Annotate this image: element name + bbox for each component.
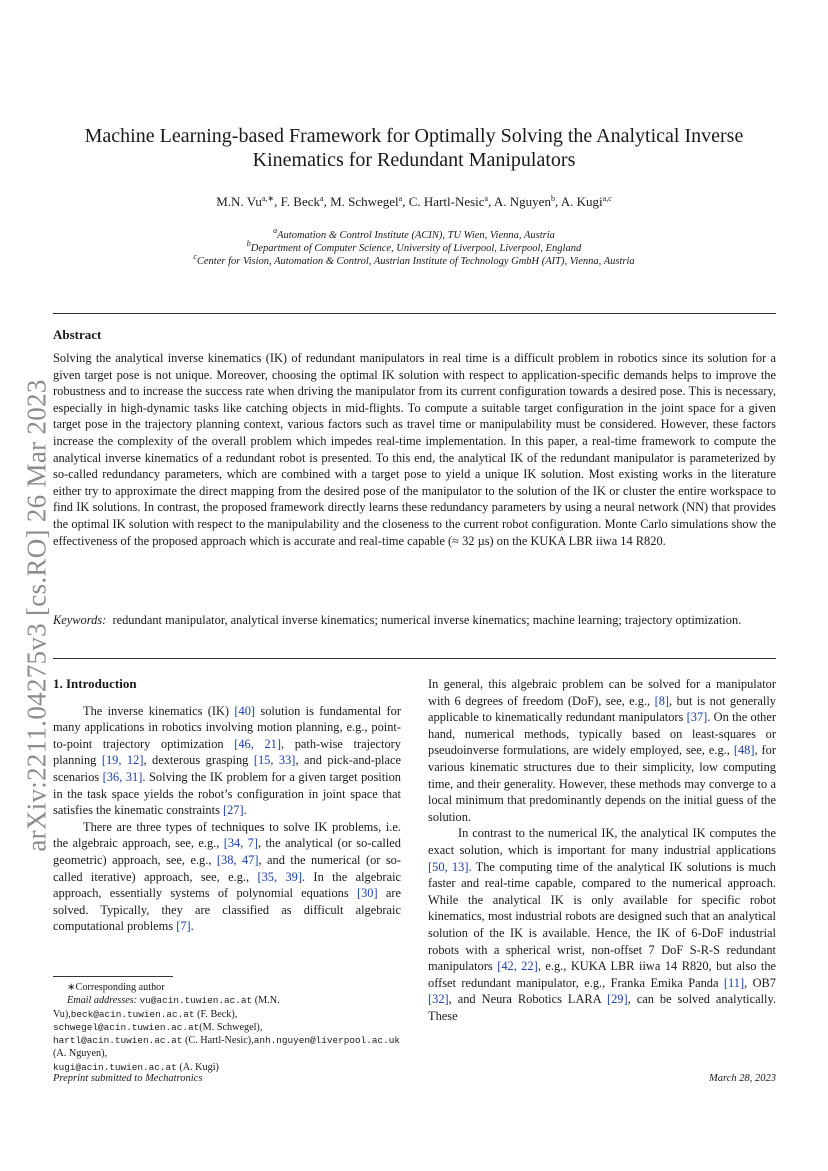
section-heading-introduction: 1. Introduction xyxy=(53,676,137,691)
author-affiliation-mark: a,∗ xyxy=(261,194,275,203)
abstract-heading: Abstract xyxy=(53,327,102,342)
author-name: M. Schwegel xyxy=(330,194,399,209)
keywords-text: redundant manipulator, analytical inverse kinematics; numerical inverse kinematics; machine learning; trajectory optimization. xyxy=(112,613,742,627)
affiliation-mark: a xyxy=(273,226,278,235)
email-link[interactable]: anh.nguyen@liverpool.ac.uk xyxy=(253,1035,400,1047)
arxiv-sidebar-stamp xyxy=(20,355,54,875)
email-link[interactable]: vu@acin.tuwien.ac.at xyxy=(139,995,253,1007)
citation-link[interactable]: [36, 31] xyxy=(102,769,143,784)
intro-paragraph-2: There are three types of techniques to solve IK problems, i.e. the algebraic approach, see, e.g., [34, 7], the analytical (or so-called geometric) approach, see, e.g., [38, 47], and the numerical (or so-called iterative) approach, see, e.g., [35, 39]. In the algebraic approach, essentially systems of polynomial equations [30] are solved. Typically, they are classified as difficult algebraic computational problems [7]. xyxy=(53,819,402,934)
author-list: M.N. $Vu^{a,∗}$, F. Beck$^a$, M. Schwegel$^a$, C. Hartl-Nesic$^a$, A. Nguyen$^b$, A. Kugi$^{a,c}$ xyxy=(216,194,612,209)
citation-link[interactable]: [7] xyxy=(176,919,191,934)
abstract-bottom-rule xyxy=(53,658,776,659)
citation-link[interactable]: [11] xyxy=(723,975,745,990)
title-line-2: Kinematics for Redundant Manipulators xyxy=(252,149,576,171)
citation-link[interactable]: [48] xyxy=(733,743,755,758)
keywords xyxy=(53,612,776,629)
footer-date: March 28, 2023 xyxy=(709,1073,776,1084)
right-column xyxy=(428,676,776,1024)
email-link[interactable]: beck@acin.tuwien.ac.at xyxy=(70,1008,195,1020)
author-name: C. Hartl-Nesic xyxy=(408,194,485,209)
intro-paragraph-1: The inverse kinematics (IK) [40] solution is fundamental for many applications in robotics involving motion planning, e.g., point-to-point trajectory optimization [46, 21], path-wise trajectory planning [19, 12], dexterous grasping [15, 33], and pick-and-place scenarios [36, 31]. Solving the IK problem for a given target position in the task space yields the robot’s configuration in joint space that satisfies the kinematic constraints [27]. xyxy=(53,703,401,818)
email-addresses: Email addresses: vu@acin.tuwien.ac.at (M.N. Vu),beck@acin.tuwien.ac.at (F. Beck), schwegel@acin.tuwien.ac.at(M. Schwegel), hartl@acin.tuwien.ac.at (C. Hartl-Nesic),anh.nguyen@liverpool.ac.uk (A. Nguyen), kugi@acin.tuwien.ac.at (A. Kugi) xyxy=(53,995,400,1073)
citation-link[interactable]: [46, 21] xyxy=(234,736,281,751)
arxiv-id: arXiv:2211.04275v3 [cs.RO] 26 Mar 2023 xyxy=(21,378,52,852)
citation-link[interactable]: [27] xyxy=(222,803,244,818)
citation-link[interactable]: [40] xyxy=(234,703,256,718)
footnote xyxy=(53,981,401,1074)
citation-link[interactable]: [35, 39] xyxy=(257,869,302,884)
top-rule xyxy=(53,313,776,314)
citation-link[interactable]: [42, 22] xyxy=(497,959,538,974)
author-affiliation-mark: a xyxy=(398,194,403,203)
author-affiliation-mark: a xyxy=(320,194,324,203)
email-link[interactable]: kugi@acin.tuwien.ac.at xyxy=(53,1061,177,1073)
author-name: A. Nguyen xyxy=(493,194,551,209)
citation-link[interactable]: [38, 47] xyxy=(216,852,259,867)
citation-link[interactable]: [19, 12] xyxy=(101,753,144,768)
affiliation-c xyxy=(40,250,788,268)
abstract-text: Solving the analytical inverse kinematics (IK) of redundant manipulators in real time is a difficult problem in robotics since its solution for a given target pose is not unique. Moreover, choosing the optimal IK solution with respect to application-specific demands helps to improve the robustness and to increase the success rate when driving the manipulator from its current configuration towards a desired pose. This is necessary, especially in high-dynamic tasks like catching objects in mid-flights. To compute a suitable target configuration in the joint space for a given target pose in the trajectory planning context, various factors such as travel time or manipulability must be considered. However, these factors increase the complexity of the overall problem which impedes real-time implementation. In this paper, a real-time framework to compute the analytical inverse kinematics of a redundant robot is presented. To this end, the analytical IK of the redundant manipulator is parameterized by so-called redundancy parameters, which are combined with a target pose to yield a unique IK solution. Most existing works in the literature either try to approximate the direct mapping from the desired pose of the manipulator to the solution of the IK or cluster the entire workspace to find IK solutions. In contrast, the proposed framework directly learns these redundancy parameters by using a neural network (NN) that provides the optimal IK solution with respect to the manipulability and the closeness to the current robot configuration. Monte Carlo simulations show the effectiveness of the proposed approach which is accurate and real-time capable (≈ 32 µs) on the KUKA LBR iiwa 14 R820. xyxy=(53,351,776,548)
email-link[interactable]: hartl@acin.tuwien.ac.at xyxy=(53,1035,183,1047)
author-affiliation-mark: b xyxy=(550,194,555,203)
left-column xyxy=(53,676,401,935)
citation-link[interactable]: [32] xyxy=(428,992,449,1007)
author-name: F. Beck xyxy=(280,194,320,209)
affiliation-text: Department of Computer Science, University of Liverpool, Liverpool, England xyxy=(250,243,582,254)
citation-link[interactable]: [50, 13] xyxy=(428,859,469,874)
footer-preprint-note: Preprint submitted to Mechatronics xyxy=(53,1073,203,1084)
affiliation-mark: c xyxy=(193,252,197,261)
author-name: M.N. Vu xyxy=(216,194,262,209)
citation-link[interactable]: [34, 7] xyxy=(223,836,259,851)
email-link[interactable]: schwegel@acin.tuwien.ac.at xyxy=(53,1021,200,1033)
affiliation-text: Automation & Control Institute (ACIN), TU Wien, Vienna, Austria xyxy=(277,230,555,241)
author-affiliation-mark: a,c xyxy=(602,194,612,203)
author-name: A. Kugi xyxy=(560,194,603,209)
author-affiliation-mark: a xyxy=(484,194,489,203)
paper-title xyxy=(40,124,788,172)
citation-link[interactable]: [15, 33] xyxy=(253,753,296,768)
affiliation-text: Center for Vision, Automation & Control, Austrian Institute of Technology GmbH (AIT), Vienna, Austria xyxy=(196,256,635,267)
citation-link[interactable]: [8] xyxy=(654,693,670,708)
title-line-1: Machine Learning-based Framework for Optimally Solving the Analytical Inverse xyxy=(84,125,744,147)
intro-paragraph-4: In contrast to the numerical IK, the analytical IK computes the exact solution, which is important for many industrial applications [50, 13]. The computing time of the analytical IK solutions is much faster and real-time capable, compared to the numerical approach. While the analytical IK is only available for specific robot kinematics, most industrial robots are designed such that an analytical solution of the IK is available. Hence, the IK of 6-DoF industrial robots with a spherical wrist, non-offset 7 DoF S-R-S redundant manipulators [42, 22], e.g., KUKA LBR iiwa 14 R820, but also the offset redundant manipulator, e.g., Franka Emika Panda [11], OB7 [32], and Neura Robotics LARA [29], can be solved analytically. These xyxy=(428,826,777,1023)
corresponding-author-note: ∗Corresponding author xyxy=(67,982,165,993)
keywords-label: Keywords: xyxy=(53,613,107,627)
citation-link[interactable]: [37] xyxy=(686,710,708,725)
affiliation-mark: b xyxy=(246,239,251,248)
citation-link[interactable]: [29] xyxy=(606,992,628,1007)
email-label: Email addresses: xyxy=(67,995,140,1007)
citation-link[interactable]: [30] xyxy=(356,886,378,901)
intro-paragraph-3: In general, this algebraic problem can be solved for a manipulator with 6 degrees of freedom (DoF), see, e.g., [8], but is not generally applicable to kinematically redundant manipulators [37]. On the other hand, numerical methods, typically based on least-squares or pseudoinverse formulations, are widely employed, see, e.g., [48], for various kinematic structures due to their simplicity, low computing time, and their generality. However, these methods may converge to a local minimum that predominantly depends on the initial guess of the solution. xyxy=(428,677,776,824)
footnote-rule xyxy=(53,976,173,977)
